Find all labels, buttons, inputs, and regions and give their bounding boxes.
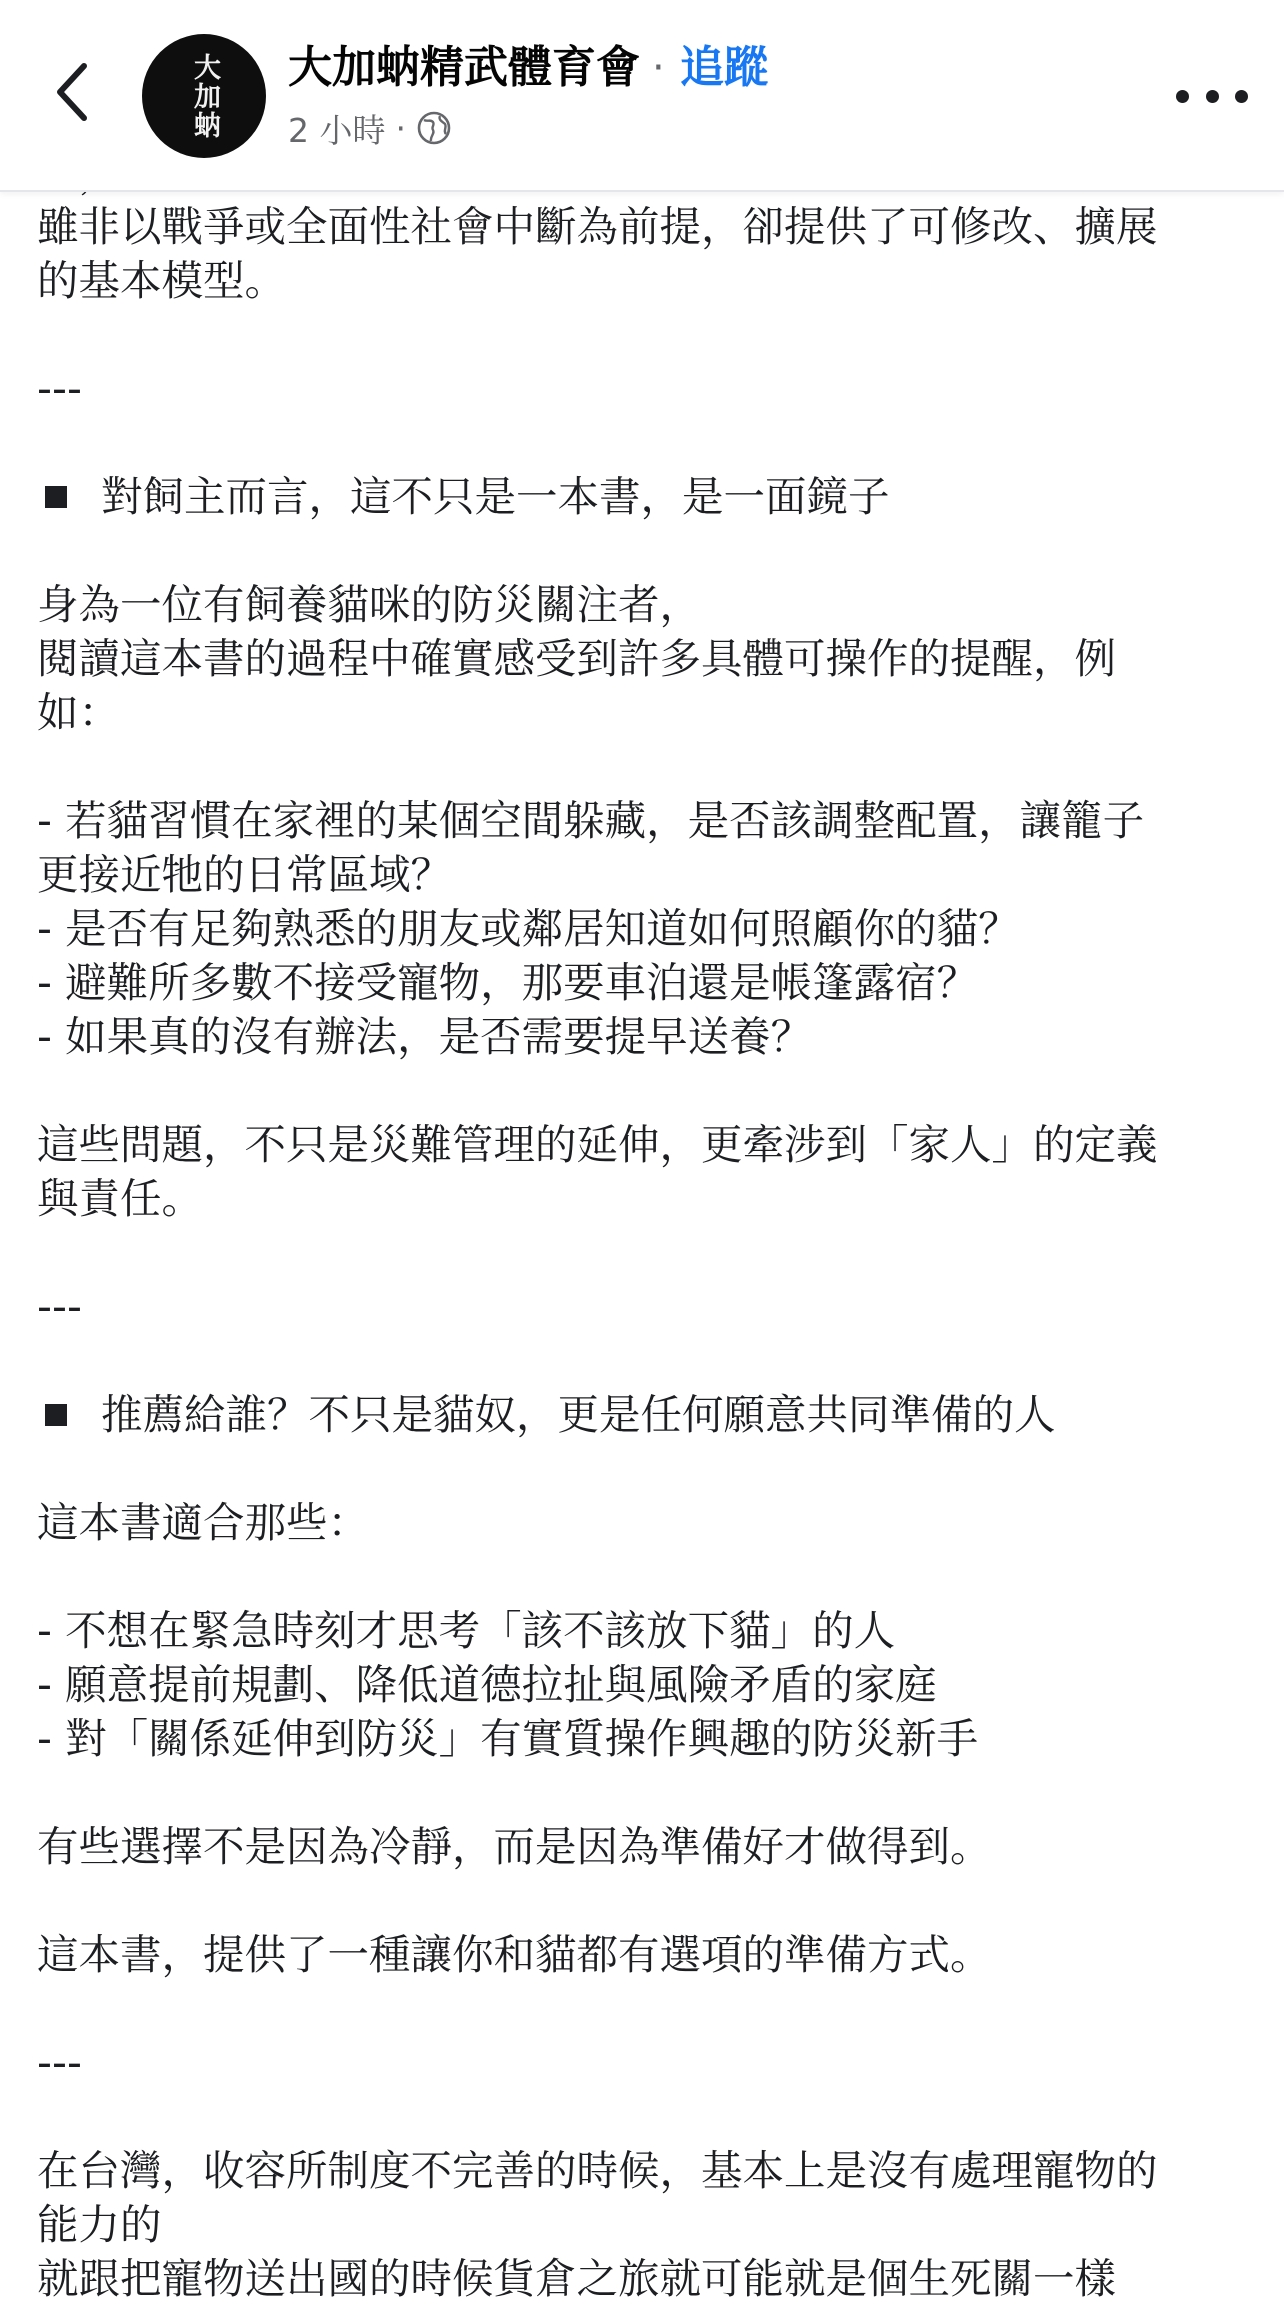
post-line: - 如果真的沒有辦法，是否需要提早送養？ [37, 1012, 813, 1061]
post-time: 2 小時 [288, 110, 386, 150]
page-avatar[interactable] [142, 34, 266, 158]
blank-line [37, 416, 1257, 470]
post-line: - 是否有足夠熟悉的朋友或鄰居知道如何照顧你的貓？ [37, 904, 1020, 953]
post-line: - 對「關係延伸到防災」有實質操作興趣的防災新手 [37, 1714, 979, 1763]
post-header [0, 0, 1284, 192]
divider-text: --- [37, 2038, 82, 2087]
post-line: 有些選擇不是因為冷靜，而是因為準備好才做得到。 [37, 1822, 992, 1871]
meta-separator: · [395, 108, 406, 148]
post-line: 能力的 [37, 2200, 162, 2249]
blank-line [37, 740, 1257, 794]
post-line: 這本書適合那些： [37, 1498, 370, 1547]
post-line: 如： [37, 688, 121, 737]
blank-line [37, 1442, 1257, 1496]
section-heading [37, 1388, 1257, 1442]
post-line: 與責任。 [37, 1174, 204, 1223]
post-line: - 若貓習慣在家裡的某個空間躲藏，是否該調整配置，讓籠子 [37, 796, 1145, 845]
post-line: 在台灣，收容所制度不完善的時候，基本上是沒有處理寵物的 [37, 2146, 1158, 2195]
section-heading [37, 470, 1257, 524]
more-dot-icon [1206, 90, 1219, 103]
more-options-button[interactable] [1176, 72, 1248, 120]
globe-icon [416, 110, 452, 146]
post-line: - 願意提前規劃、降低道德拉扯與風險矛盾的家庭 [37, 1660, 937, 1709]
more-dot-icon [1176, 90, 1189, 103]
post-line: 雖非以戰爭或全面性社會中斷為前提，卻提供了可修改、擴展 [37, 202, 1158, 251]
blank-line [37, 1766, 1257, 1820]
name-separator: · [652, 45, 665, 91]
black-square-icon [45, 1404, 67, 1426]
back-button[interactable] [40, 56, 104, 128]
black-square-icon [45, 486, 67, 508]
blank-line [37, 1550, 1257, 1604]
post-line: - 不想在緊急時刻才思考「該不該放下貓」的人 [37, 1606, 896, 1655]
section-heading-text: 推薦給誰？不只是貓奴，更是任何願意共同準備的人 [101, 1390, 1056, 1439]
post-body [37, 170, 1257, 2306]
blank-line [37, 1334, 1257, 1388]
post-meta [288, 104, 452, 152]
divider-text: --- [37, 1282, 82, 1331]
blank-line [37, 524, 1257, 578]
post-line: 身為一位有飼養貓咪的防災關注者， [37, 580, 702, 629]
avatar-logo-text: 大加蚋 [189, 52, 220, 140]
blank-line [37, 308, 1257, 362]
more-dot-icon [1235, 90, 1248, 103]
chevron-left-icon [52, 62, 92, 122]
post-line: 更接近牠的日常區域？ [37, 850, 453, 899]
divider-text: --- [37, 364, 82, 413]
blank-line [37, 1982, 1257, 2036]
post-line: 這些問題，不只是災難管理的延伸，更牽涉到「家人」的定義 [37, 1120, 1158, 1169]
post-line: 這本書，提供了一種讓你和貓都有選項的準備方式。 [37, 1930, 992, 1979]
post-line: 的基本模型。 [37, 256, 287, 305]
blank-line [37, 1874, 1257, 1928]
section-heading-text: 對飼主而言，這不只是一本書，是一面鏡子 [101, 472, 890, 521]
blank-line [37, 1226, 1257, 1280]
blank-line [37, 2090, 1257, 2144]
post-line: 閱讀這本書的過程中確實感受到許多具體可操作的提醒，例 [37, 634, 1117, 683]
post-line: - 避難所多數不接受寵物，那要車泊還是帳篷露宿？ [37, 958, 979, 1007]
blank-line [37, 1064, 1257, 1118]
post-line: 就跟把寵物送出國的時候貨倉之旅就可能就是個生死關一樣 [37, 2254, 1117, 2303]
follow-button[interactable]: 追蹤 [680, 42, 768, 93]
page-name[interactable]: 大加蚋精武體育會 [288, 42, 640, 93]
